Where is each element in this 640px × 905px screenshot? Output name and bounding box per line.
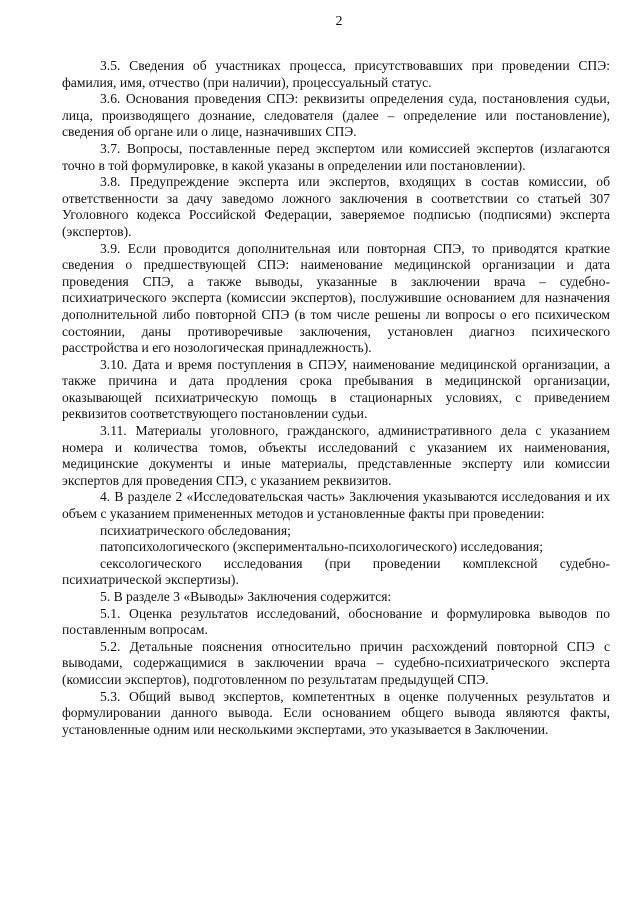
paragraph-3-10: 3.10. Дата и время поступления в СПЭУ, наименование медицинской организации, а также причина и дата продления срока пребывания в медицинской организации, оказывающей психиатрическую помощь в стационарных условиях, с приведением реквизитов соответствующего постановлении судьи. <box>62 356 610 422</box>
document-body <box>62 58 610 738</box>
paragraph-5-2: 5.2. Детальные пояснения относительно причин расхождений повторной СПЭ с выводами, содержащимися в заключении врача – судебно-психиатрического эксперта (комиссии экспертов), подготовленном по результатам предыдущей СПЭ. <box>62 638 610 687</box>
list-item-sexological: сексологического исследования (при проведении комплексной судебно-психиатрической экспертизы). <box>62 555 610 588</box>
paragraph-5-3: 5.3. Общий вывод экспертов, компетентных в оценке полученных результатов и формулировании данного вывода. Если основанием общего вывода являются факты, установленные одним или несколькими экспертами, это указывается в Заключении. <box>62 688 610 737</box>
paragraph-3-11: 3.11. Материалы уголовного, гражданского, административного дела с указанием номера и количества томов, объекты исследований с указанием их наименования, медицинские документы и иные материалы, представленные эксперту или комиссии экспертов для проведения СПЭ, с указанием реквизитов. <box>62 423 610 488</box>
paragraph-3-7: 3.7. Вопросы, поставленные перед экспертом или комиссией экспертов (излагаются точно в той формулировке, в какой указаны в определении или постановлении). <box>62 140 610 173</box>
paragraph-3-9: 3.9. Если проводится дополнительная или повторная СПЭ, то приводятся краткие сведения о предшествующей СПЭ: наименование медицинской организации и дата проведения СПЭ, а также выводы, указанные в заключении врача – судебно-психиатрического эксперта (комиссии экспертов), послужившие основанием для назначения дополнительной либо повторной СПЭ (в том числе решены ли вопросы о его психическом состоянии, даны противоречивые заключения, установлен диагноз психического расстройства и его нозологическая принадлежность). <box>62 240 610 356</box>
paragraph-5: 5. В разделе 3 «Выводы» Заключения содержится: <box>100 589 392 604</box>
page-number: 2 <box>335 14 343 29</box>
list-item-psychiatric: психиатрического обследования; <box>100 522 291 538</box>
paragraph-3-6: 3.6. Основания проведения СПЭ: реквизиты определения суда, постановления судьи, лица, производящего дознание, следователя (далее – определение или постановление), сведения об органе или о лице, назначивших СПЭ. <box>62 91 610 140</box>
paragraph-5-1: 5.1. Оценка результатов исследований, обоснование и формулировка выводов по поставленным вопросам. <box>62 605 610 638</box>
paragraph-3-8: 3.8. Предупреждение эксперта или экспертов, входящих в состав комиссии, об ответственности за дачу заведомо ложного заключения в соответствии со статьей 307 Уголовного кодекса Российской Федерации, заверяемое подписью (подписями) эксперта (экспертов). <box>62 174 610 239</box>
paragraph-4: 4. В разделе 2 «Исследовательская часть» Заключения указываются исследования и их объем с указанием примененных методов и установленные факты при проведении: <box>62 489 610 522</box>
list-item-pathopsychological: патопсихологического (экспериментально-психологического) исследования; <box>100 539 543 555</box>
paragraph-3-5: 3.5. Сведения об участниках процесса, присутствовавших при проведении СПЭ: фамилия, имя, отчество (при наличии), процессуальный статус. <box>62 58 610 90</box>
